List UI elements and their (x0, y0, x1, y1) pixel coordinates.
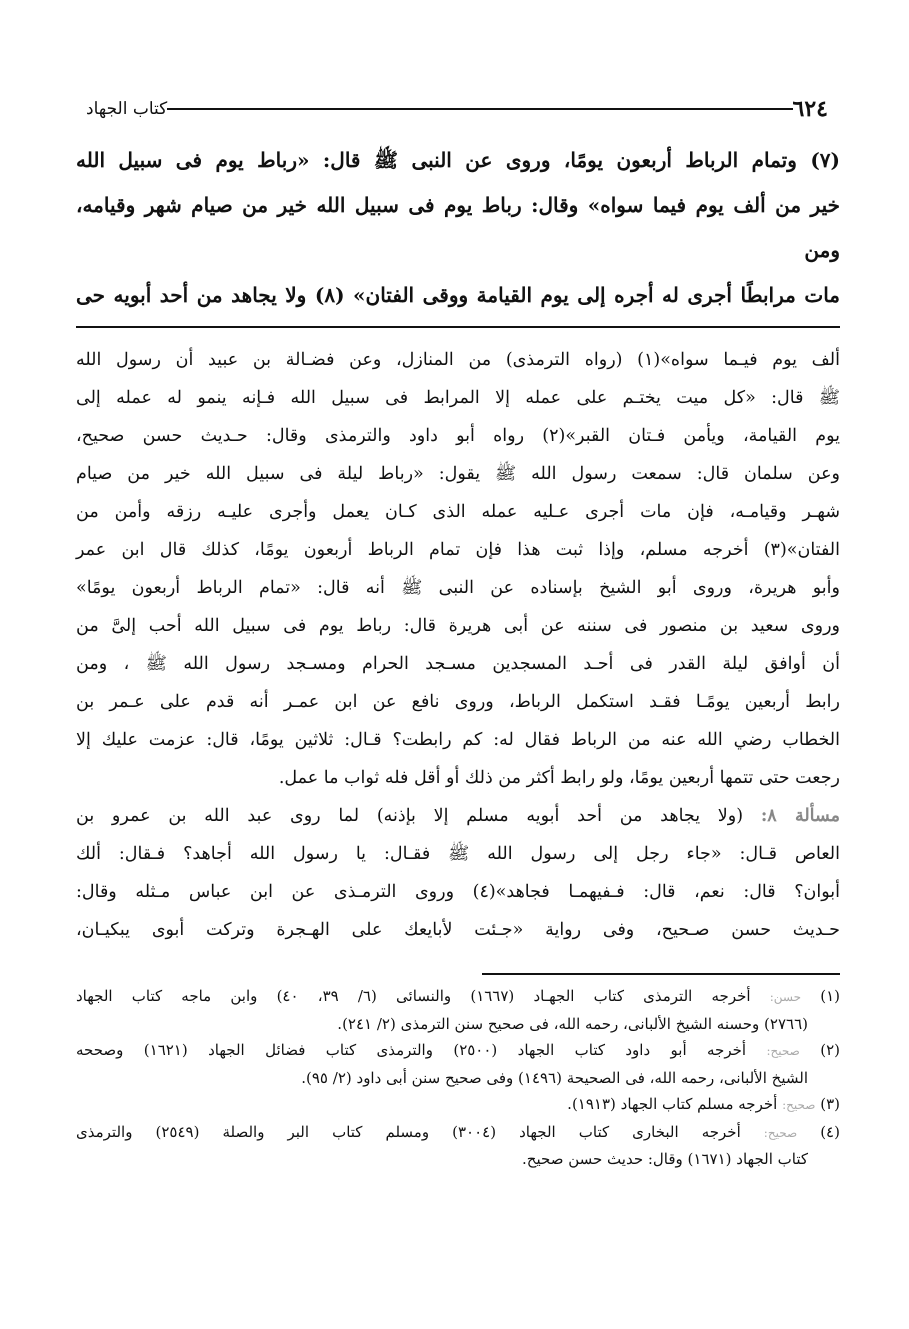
body-line-text: الخطاب رضي الله عنه من الرباط فقال له: كم رابطت؟ قـال: ثلاثين يومًا، قال: عزمت عليك إلا (76, 730, 840, 750)
footnote-grade: صحيح: (763, 1125, 798, 1140)
matn-text (76, 138, 840, 318)
footnote-line (76, 1091, 840, 1119)
footnote-line (76, 1065, 840, 1092)
body-line (76, 645, 840, 683)
footnote-text: (٢٧٦٦) وحسنه الشيخ الألبانى، رحمه الله، فى صحيح سنن الترمذى (٢/ ٢٤١). (337, 1014, 808, 1033)
body-line-text: ألف يوم فيـما سواه»(١) (رواه الترمذى) من المنازل، وعن فضـالة بن عبيد أن رسول الله (76, 350, 840, 370)
commentary-text (76, 341, 840, 949)
body-line-text: (ولا يجاهد من أحد أبويه مسلم إلا بإذنه) لما روى عبد الله بن عمرو بن (76, 806, 744, 826)
body-line (76, 379, 840, 417)
body-line (76, 455, 840, 493)
footnote-text: كتاب الجهاد (١٦٧١) وقال: حديث حسن صحيح. (522, 1150, 808, 1168)
body-line (76, 721, 840, 759)
footnote-text: أخرجه الترمذى كتاب الجهـاد (١٦٦٧) والنسائى (٦/ ٣٩، ٤٠) وابن ماجه كتاب الجهاد (76, 987, 751, 1005)
footnote-number: (٣) (820, 1095, 840, 1113)
body-line-text: وعن سلمان قال: سمعت رسول الله ﷺ يقول: «رباط ليلة فى سبيل الله خير من صيام (76, 464, 840, 484)
body-line (76, 797, 840, 835)
page-number: ٦٢٤ (792, 96, 828, 122)
body-line-text: حـديث حسن صـحيح، وفى رواية «جـئت لأبايعك على الهـجرة وتركت أبوى يبكيـان، (76, 920, 840, 940)
matn-line: خير من ألف يوم فيما سواه» وقال: رباط يوم فى سبيل الله خير من صيام شهر وقيامه، ومن (76, 193, 840, 262)
body-line (76, 531, 840, 569)
footnote-line (76, 983, 840, 1011)
footnote-number: (٢) (820, 1041, 840, 1059)
body-line-text: يوم القيامة، ويأمن فـتان القبر»(٢) رواه أبو داود والترمذى وقال: حـديث حسن صحيح، (76, 426, 840, 446)
body-line-text: أبوان؟ قال: نعم، قال: فـفيهمـا فجاهد»(٤) وروى الترمـذى عن ابن عباس مـثله وقال: (76, 882, 840, 902)
body-line (76, 911, 840, 949)
body-line-text: الفتان»(٣) أخرجه مسلم، وإذا ثبت هذا فإن تمام الرباط أربعون يومًا، كذلك قال ابن عمر (76, 540, 840, 560)
body-line (76, 759, 840, 797)
page-header (76, 94, 840, 124)
body-line-text: العاص قـال: «جاء رجل إلى رسول الله ﷺ فقـال: يا رسول الله أجاهد؟ فـقال: ألك (76, 844, 840, 864)
body-line-text: شهـر وقيامـه، فإن مات أجرى عـليه عمله الذى كـان يعمل وأجرى عليـه رزقه وأمن من (76, 502, 840, 522)
header-rule (167, 108, 792, 110)
matn-line: (٧) وتمام الرباط أربعون يومًا، وروى عن النبى ﷺ قال: «رباط يوم فى سبيل الله (76, 148, 840, 172)
body-line-text: رجعت حتى تتمها أربعين يومًا، ولو رابط أكثر من ذلك أو أقل فله ثواب ما عمل. (278, 768, 840, 788)
footnote-text: أخرجه البخارى كتاب الجهاد (٣٠٠٤) ومسلم كتاب البر والصلة (٢٥٤٩) والترمذى (76, 1122, 741, 1141)
body-line (76, 341, 840, 379)
masala-label: مسألة ٨: (760, 806, 840, 826)
matn-separator (76, 326, 840, 328)
body-line-text: ﷺ قال: «كل ميت يختـم على عمله إلا المرابط فى سبيل الله فـإنه ينمو له عمله إلى (76, 388, 840, 408)
body-line (76, 683, 840, 721)
footnote-line (76, 1119, 840, 1147)
footnote-text: الشيخ الألبانى، رحمه الله، فى الصحيحة (١٤٩٦) وفى صحيح سنن أبى داود (٢/ ٩٥). (301, 1068, 808, 1087)
footnote-grade: حسن: (769, 990, 802, 1004)
footnote-grade: صحيح: (766, 1044, 800, 1058)
footnote-rule (482, 973, 840, 975)
body-line (76, 873, 840, 911)
footnote-line (76, 1011, 840, 1038)
body-line (76, 569, 840, 607)
footnote-line (76, 1037, 840, 1065)
footnotes (76, 983, 840, 1173)
body-line-text: أن أوافق ليلة القدر فى أحـد المسجدين مسـجد الحرام ومسـجد رسول الله ﷺ ، ومن (76, 654, 840, 674)
body-line (76, 835, 840, 873)
footnote-number: (١) (820, 987, 840, 1005)
footnote-text: أخرجه مسلم كتاب الجهاد (١٩١٣). (567, 1095, 778, 1113)
body-line (76, 417, 840, 455)
body-line-text: وروى سعيد بن منصور فى سننه عن أبى هريرة قال: رباط يوم فى سبيل الله أحب إلىَّ من (76, 616, 840, 636)
running-title: كتاب الجهاد (86, 99, 168, 119)
footnote-text: أخرجه أبو داود كتاب الجهاد (٢٥٠٠) والترمذى كتاب فضائل الجهاد (١٦٢١) وصححه (76, 1041, 747, 1059)
matn-line: مات مرابطًا أجرى له أجره إلى يوم القيامة ووقى الفتان» (٨) ولا يجاهد من أحد أبويه حى (76, 283, 840, 307)
body-line (76, 607, 840, 645)
body-line (76, 493, 840, 531)
body-line-text: رابط أربعين يومًـا فقـد استكمل الرباط، وروى نافع عن ابن عمـر أنه قدم على عـمر بن (76, 692, 840, 712)
footnote-line (76, 1146, 840, 1173)
footnote-grade: صحيح: (782, 1098, 816, 1112)
footnote-number: (٤) (820, 1122, 840, 1141)
body-line-text: وأبو هريرة، وروى أبو الشيخ بإسناده عن النبى ﷺ أنه قال: «تمام الرباط أربعون يومًا» (76, 578, 840, 598)
